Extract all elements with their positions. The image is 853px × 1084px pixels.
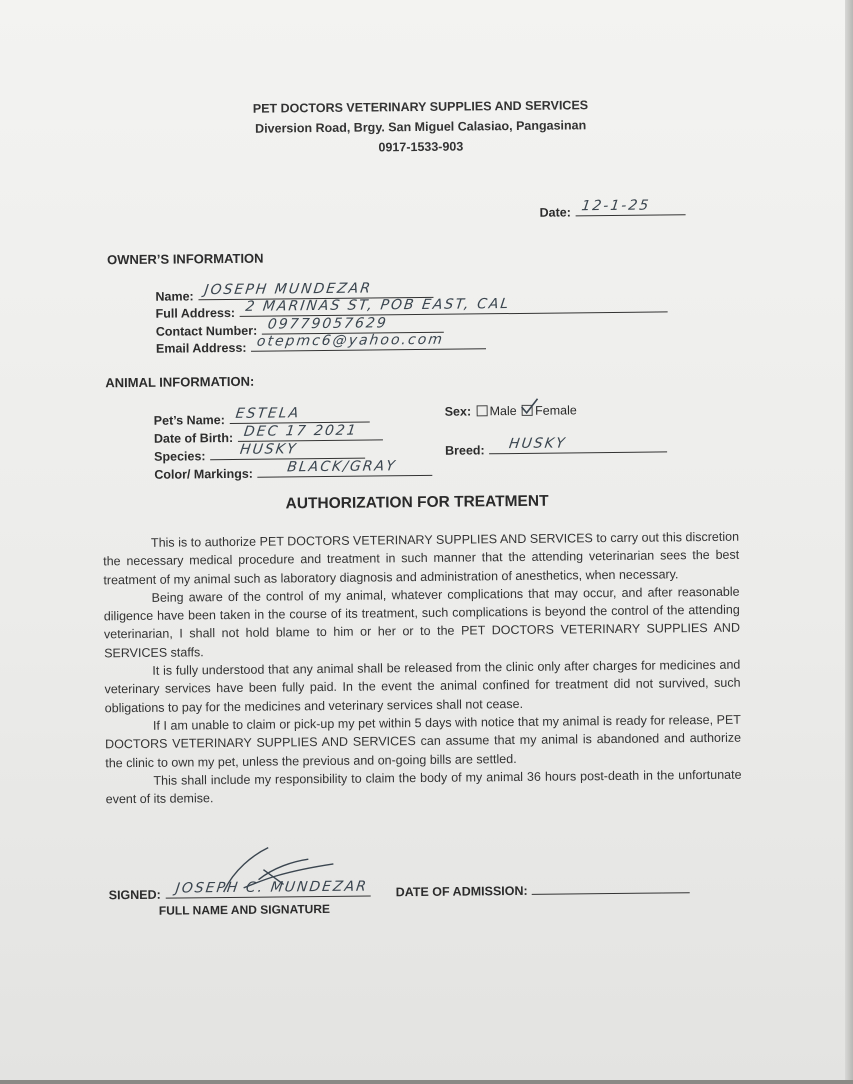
female-checkbox[interactable] [522, 405, 533, 416]
dob-label: Date of Birth: [153, 430, 234, 446]
owner-name-value: JOSEPH MUNDEZAR [203, 280, 373, 299]
signature-caption: FULL NAME AND SIGNATURE [158, 901, 331, 918]
breed-field[interactable] [489, 437, 667, 454]
owner-contact-value: 09779057629 [266, 315, 389, 333]
authorization-title: AUTHORIZATION FOR TREATMENT [285, 492, 549, 513]
breed-label: Breed: [444, 443, 485, 458]
sex-row [445, 403, 577, 418]
signed-label: SIGNED: [108, 887, 161, 903]
pet-name-label: Pet’s Name: [153, 413, 225, 428]
authorization-body [103, 528, 742, 809]
species-label: Species: [154, 449, 206, 464]
owner-address-label: Full Address: [155, 305, 236, 321]
owner-name-label: Name: [155, 289, 194, 304]
owner-section-title: OWNER’S INFORMATION [106, 250, 264, 268]
checkmark-icon [520, 398, 540, 416]
business-phone: 0917-1533-903 [378, 139, 464, 155]
species-field[interactable] [210, 441, 365, 461]
owner-address-field[interactable] [239, 297, 667, 316]
date-row [539, 197, 685, 222]
male-option-label: Male [489, 403, 517, 419]
female-option-label: Female [535, 403, 577, 418]
owner-email-field[interactable] [251, 331, 486, 351]
admission-label: DATE OF ADMISSION: [395, 883, 528, 900]
signed-row [108, 878, 371, 905]
date-field[interactable] [575, 197, 685, 216]
animal-section-title: ANIMAL INFORMATION: [105, 373, 255, 391]
color-value: BLACK/GRAY [286, 458, 398, 476]
pet-name-field[interactable] [229, 405, 369, 424]
owner-email-label: Email Address: [155, 340, 247, 356]
signature-value: JOSEPH C. MUNDEZAR [174, 878, 369, 897]
breed-value: HUSKY [508, 435, 568, 453]
signature-field[interactable] [165, 878, 370, 899]
pet-name-value: ESTELA [234, 405, 301, 422]
color-label: Color/ Markings: [154, 466, 253, 482]
dob-field[interactable] [237, 422, 382, 442]
date-value: 12-1-25 [580, 197, 651, 215]
owner-address-value: 2 MARINAS ST, POB EAST, CAL [244, 296, 512, 315]
paragraph-4: If I am unable to claim or pick-up my pet within 5 days with notice that my animal is ready for release, PET DOCTORS VETERINARY SUPPLIES AND SERVICES can assume that my animal is abandoned and authorize the clinic to own my pet, unless the previous and on-going bills are settled. [105, 712, 742, 770]
date-label: Date: [539, 205, 571, 220]
paragraph-1: This is to authorize PET DOCTORS VETERINARY SUPPLIES AND SERVICES to carry out this discretion the necessary medical procedure and treatment in such manner that the attending veterinarian sees the best treatment of my animal such as laboratory diagnosis and administration of anesthetics, when necessary. [103, 529, 740, 587]
male-checkbox[interactable] [476, 405, 487, 416]
owner-email-value: otepmc6@yahoo.com [255, 331, 445, 350]
color-field[interactable] [257, 458, 432, 478]
owner-contact-label: Contact Number: [155, 323, 258, 339]
admission-row [396, 878, 691, 901]
paragraph-3: It is fully understood that any animal shall be released from the clinic only after charges for medicines and veterinary services have been fully paid. In the event the animal confined for treatment did not survived, such obligations to pay for the medicines and veterinary services shall not cease. [104, 657, 741, 715]
sex-label: Sex: [444, 404, 472, 419]
paragraph-5: This shall include my responsibility to claim the body of my animal 36 hours post-death in the unfortunate event of its demise. [105, 767, 742, 807]
admission-date-field[interactable] [532, 878, 690, 895]
breed-row [445, 437, 667, 459]
business-name: PET DOCTORS VETERINARY SUPPLIES AND SERVICES [252, 98, 589, 116]
dob-value: DEC 17 2021 [242, 422, 359, 440]
business-address: Diversion Road, Brgy. San Miguel Calasiao, Pangasinan [255, 118, 587, 136]
species-value: HUSKY [238, 441, 299, 458]
color-row [154, 458, 432, 484]
paragraph-2: Being aware of the control of my animal, whatever complications that may occur, and after reasonable diligence have been taken in the course of its treatment, such complications is beyond the control of the attending veterinarian, I shall not hold blame to him or her or to the PET DOCTORS VETERINARY SUPPLIES AND SERVICES staffs. [103, 584, 741, 661]
